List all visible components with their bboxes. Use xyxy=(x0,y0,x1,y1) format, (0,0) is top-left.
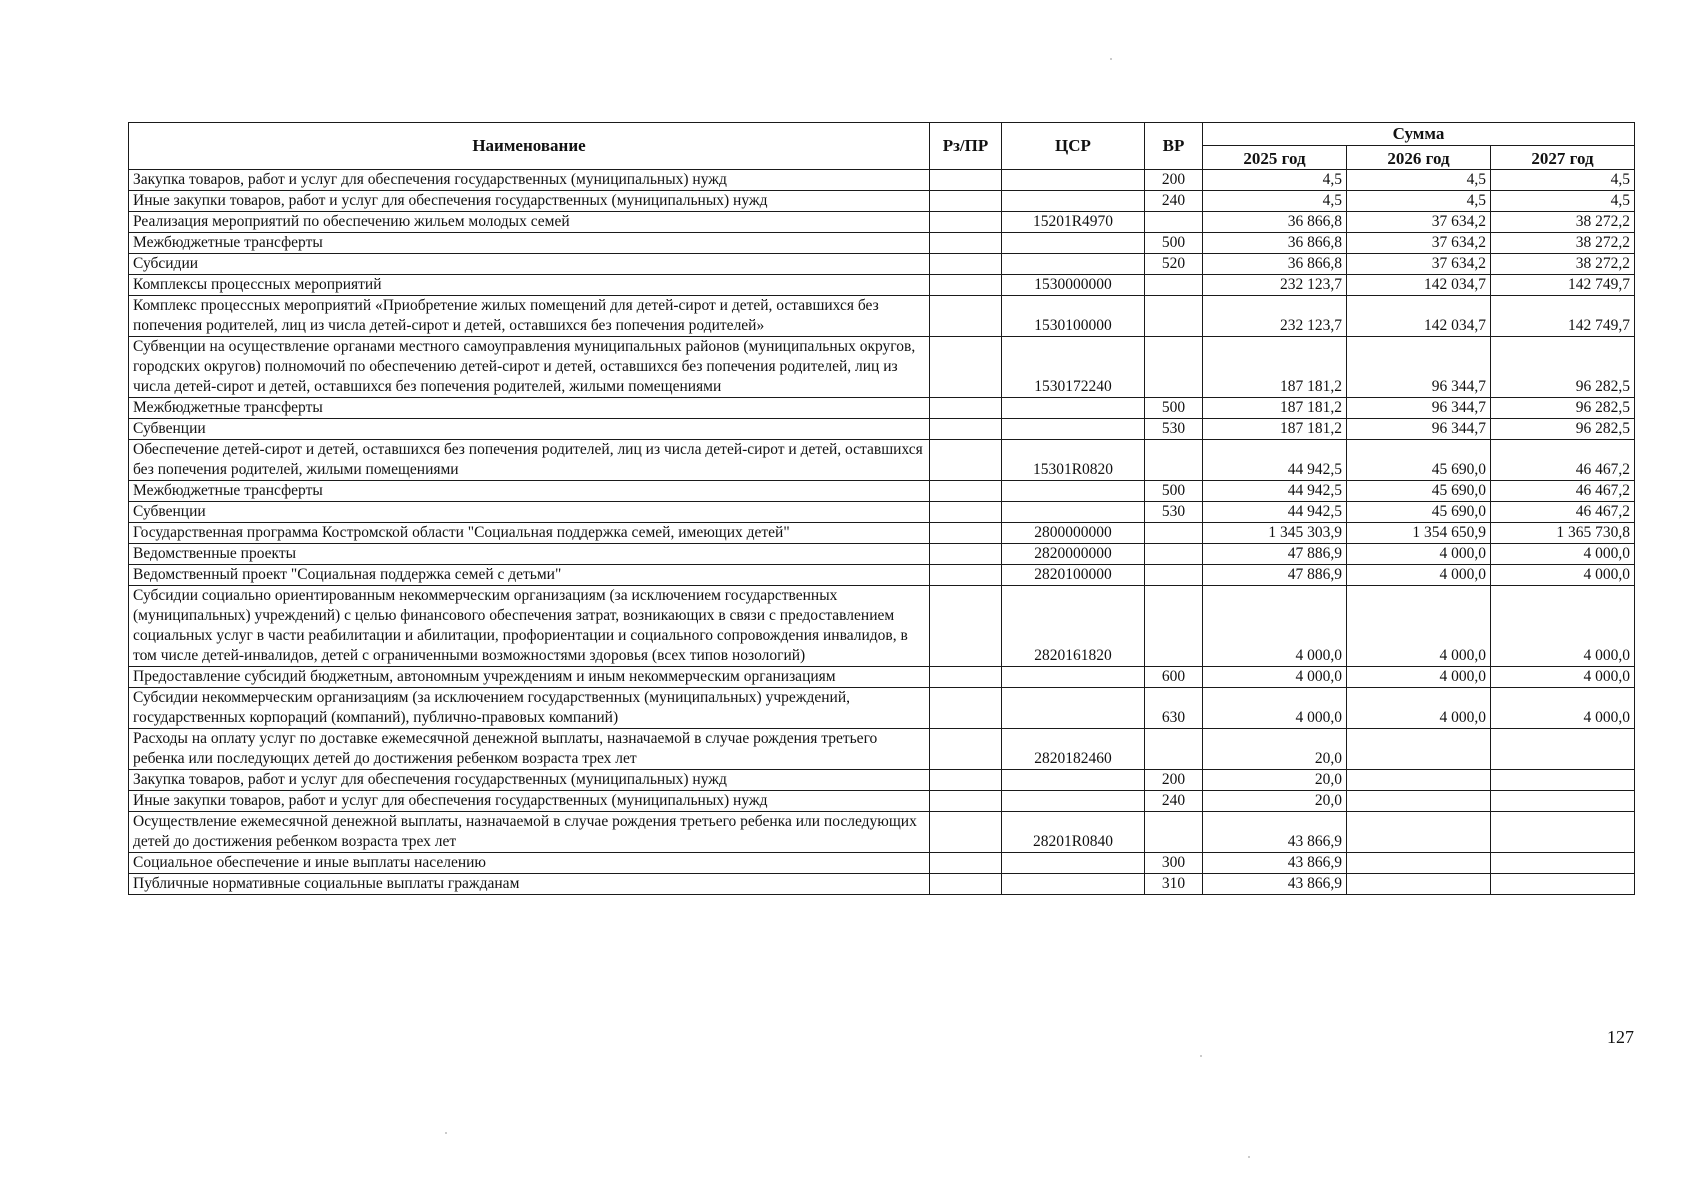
cell-2027: 46 467,2 xyxy=(1491,440,1635,481)
cell-name: Расходы на оплату услуг по доставке ежемесячной денежной выплаты, назначаемой в случае рождения третьего ребенка или последующих детей до достижения ребенком возраста трех лет xyxy=(129,729,930,770)
cell-csr xyxy=(1002,502,1145,523)
cell-2026: 142 034,7 xyxy=(1347,296,1491,337)
cell-2025: 44 942,5 xyxy=(1203,440,1347,481)
cell-rzpr xyxy=(930,191,1002,212)
cell-2026 xyxy=(1347,770,1491,791)
cell-2025: 36 866,8 xyxy=(1203,254,1347,275)
table-row xyxy=(129,853,1635,874)
table-row xyxy=(129,337,1635,398)
cell-2026: 45 690,0 xyxy=(1347,440,1491,481)
cell-vr: 530 xyxy=(1145,502,1203,523)
cell-rzpr xyxy=(930,812,1002,853)
cell-name: Субсидии некоммерческим организациям (за исключением государственных (муниципальных) учреждений, государственных корпораций (компаний), публично-правовых компаний) xyxy=(129,688,930,729)
cell-rzpr xyxy=(930,254,1002,275)
cell-csr xyxy=(1002,419,1145,440)
cell-2026: 37 634,2 xyxy=(1347,254,1491,275)
header-year-2026: 2026 год xyxy=(1347,146,1491,170)
table-row xyxy=(129,170,1635,191)
cell-vr: 530 xyxy=(1145,419,1203,440)
cell-vr: 240 xyxy=(1145,191,1203,212)
cell-name: Закупка товаров, работ и услуг для обеспечения государственных (муниципальных) нужд xyxy=(129,170,930,191)
cell-rzpr xyxy=(930,296,1002,337)
cell-name: Осуществление ежемесячной денежной выплаты, назначаемой в случае рождения третьего ребенка или последующих детей до достижения ребенком возраста трех лет xyxy=(129,812,930,853)
header-name: Наименование xyxy=(129,123,930,170)
header-year-2027: 2027 год xyxy=(1491,146,1635,170)
cell-csr xyxy=(1002,254,1145,275)
cell-2026: 4 000,0 xyxy=(1347,688,1491,729)
table-row xyxy=(129,440,1635,481)
cell-csr xyxy=(1002,770,1145,791)
cell-2025: 20,0 xyxy=(1203,729,1347,770)
cell-name: Иные закупки товаров, работ и услуг для обеспечения государственных (муниципальных) нужд xyxy=(129,791,930,812)
cell-2027: 142 749,7 xyxy=(1491,296,1635,337)
cell-2025: 43 866,9 xyxy=(1203,874,1347,895)
cell-csr: 28201R0840 xyxy=(1002,812,1145,853)
table-row xyxy=(129,191,1635,212)
cell-name: Комплекс процессных мероприятий «Приобретение жилых помещений для детей-сирот и детей, оставшихся без попечения родителей, лиц из числа детей-сирот и детей, оставшихся без попечения родителей» xyxy=(129,296,930,337)
cell-2027: 38 272,2 xyxy=(1491,233,1635,254)
cell-vr xyxy=(1145,565,1203,586)
cell-vr xyxy=(1145,729,1203,770)
cell-rzpr xyxy=(930,667,1002,688)
cell-2026: 37 634,2 xyxy=(1347,233,1491,254)
cell-2027 xyxy=(1491,853,1635,874)
cell-vr: 520 xyxy=(1145,254,1203,275)
table-row xyxy=(129,667,1635,688)
table-row xyxy=(129,275,1635,296)
cell-2026: 37 634,2 xyxy=(1347,212,1491,233)
cell-vr: 630 xyxy=(1145,688,1203,729)
cell-rzpr xyxy=(930,791,1002,812)
cell-csr: 2820100000 xyxy=(1002,565,1145,586)
cell-rzpr xyxy=(930,565,1002,586)
table-row xyxy=(129,688,1635,729)
cell-rzpr xyxy=(930,688,1002,729)
cell-2026: 96 344,7 xyxy=(1347,419,1491,440)
cell-2027: 46 467,2 xyxy=(1491,502,1635,523)
cell-rzpr xyxy=(930,481,1002,502)
cell-rzpr xyxy=(930,770,1002,791)
cell-vr xyxy=(1145,812,1203,853)
cell-csr xyxy=(1002,191,1145,212)
cell-2027: 4 000,0 xyxy=(1491,667,1635,688)
cell-name: Комплексы процессных мероприятий xyxy=(129,275,930,296)
cell-2026 xyxy=(1347,812,1491,853)
cell-vr xyxy=(1145,296,1203,337)
cell-2025: 232 123,7 xyxy=(1203,296,1347,337)
cell-2027: 142 749,7 xyxy=(1491,275,1635,296)
budget-table xyxy=(128,122,1635,895)
cell-name: Публичные нормативные социальные выплаты гражданам xyxy=(129,874,930,895)
table-row xyxy=(129,398,1635,419)
cell-2027: 4,5 xyxy=(1491,191,1635,212)
cell-2026: 4 000,0 xyxy=(1347,544,1491,565)
cell-csr: 2820000000 xyxy=(1002,544,1145,565)
cell-name: Межбюджетные трансферты xyxy=(129,481,930,502)
cell-csr: 15201R4970 xyxy=(1002,212,1145,233)
table-row xyxy=(129,729,1635,770)
table-row xyxy=(129,233,1635,254)
cell-2025: 4 000,0 xyxy=(1203,667,1347,688)
cell-name: Иные закупки товаров, работ и услуг для обеспечения государственных (муниципальных) нужд xyxy=(129,191,930,212)
cell-vr xyxy=(1145,586,1203,667)
cell-2027: 96 282,5 xyxy=(1491,337,1635,398)
cell-2025: 36 866,8 xyxy=(1203,212,1347,233)
cell-name: Субвенции xyxy=(129,502,930,523)
cell-2025: 36 866,8 xyxy=(1203,233,1347,254)
cell-2027: 4 000,0 xyxy=(1491,586,1635,667)
scan-speck xyxy=(1200,1055,1202,1057)
table-body xyxy=(129,170,1635,895)
cell-2027 xyxy=(1491,874,1635,895)
cell-2027: 46 467,2 xyxy=(1491,481,1635,502)
table-row xyxy=(129,502,1635,523)
cell-2027: 1 365 730,8 xyxy=(1491,523,1635,544)
cell-2027: 4,5 xyxy=(1491,170,1635,191)
cell-2026: 1 354 650,9 xyxy=(1347,523,1491,544)
cell-rzpr xyxy=(930,170,1002,191)
cell-2025: 187 181,2 xyxy=(1203,337,1347,398)
cell-vr: 310 xyxy=(1145,874,1203,895)
cell-name: Закупка товаров, работ и услуг для обеспечения государственных (муниципальных) нужд xyxy=(129,770,930,791)
cell-name: Предоставление субсидий бюджетным, автономным учреждениям и иным некоммерческим организациям xyxy=(129,667,930,688)
cell-2025: 187 181,2 xyxy=(1203,419,1347,440)
cell-rzpr xyxy=(930,502,1002,523)
cell-rzpr xyxy=(930,729,1002,770)
cell-2026 xyxy=(1347,874,1491,895)
cell-2026: 96 344,7 xyxy=(1347,337,1491,398)
cell-2027 xyxy=(1491,812,1635,853)
cell-name: Государственная программа Костромской области "Социальная поддержка семей, имеющих детей" xyxy=(129,523,930,544)
scan-speck xyxy=(1110,58,1112,60)
cell-vr xyxy=(1145,337,1203,398)
cell-2027: 4 000,0 xyxy=(1491,688,1635,729)
cell-csr xyxy=(1002,481,1145,502)
cell-2025: 44 942,5 xyxy=(1203,481,1347,502)
cell-name: Субвенции xyxy=(129,419,930,440)
page-number: 127 xyxy=(1607,1027,1634,1047)
cell-2026: 4 000,0 xyxy=(1347,586,1491,667)
cell-2025: 4 000,0 xyxy=(1203,586,1347,667)
cell-2025: 4,5 xyxy=(1203,170,1347,191)
cell-2025: 20,0 xyxy=(1203,770,1347,791)
cell-vr xyxy=(1145,523,1203,544)
cell-2027 xyxy=(1491,770,1635,791)
cell-rzpr xyxy=(930,275,1002,296)
cell-name: Ведомственный проект "Социальная поддержка семей с детьми" xyxy=(129,565,930,586)
cell-name: Субсидии социально ориентированным некоммерческим организациям (за исключением государственных (муниципальных) учреждений) с целью финансового обеспечения затрат, возникающих в связи с предоставлением социальных услуг в части реабилитации и абилитации, профориентации и социального сопровождения инвалидов, в том числе детей-инвалидов, детей с ограниченными возможностями здоровья (всех типов нозологий) xyxy=(129,586,930,667)
cell-name: Ведомственные проекты xyxy=(129,544,930,565)
cell-vr: 500 xyxy=(1145,398,1203,419)
cell-csr: 2820182460 xyxy=(1002,729,1145,770)
table-row xyxy=(129,812,1635,853)
cell-2027 xyxy=(1491,729,1635,770)
table-row xyxy=(129,481,1635,502)
cell-rzpr xyxy=(930,212,1002,233)
header-sum: Сумма xyxy=(1203,123,1635,146)
cell-2025: 4,5 xyxy=(1203,191,1347,212)
cell-2025: 47 886,9 xyxy=(1203,565,1347,586)
cell-name: Субвенции на осуществление органами местного самоуправления муниципальных районов (муниципальных округов, городских округов) полномочий по обеспечению детей-сирот и детей, оставшихся без попечения родителей, лиц из числа детей-сирот и детей, оставшихся без попечения родителей, жилыми помещениями xyxy=(129,337,930,398)
cell-vr: 300 xyxy=(1145,853,1203,874)
cell-2025: 4 000,0 xyxy=(1203,688,1347,729)
table-row xyxy=(129,565,1635,586)
cell-rzpr xyxy=(930,874,1002,895)
cell-csr xyxy=(1002,791,1145,812)
header-csr: ЦСР xyxy=(1002,123,1145,170)
table-row xyxy=(129,296,1635,337)
table-row xyxy=(129,770,1635,791)
cell-vr: 600 xyxy=(1145,667,1203,688)
cell-2026: 96 344,7 xyxy=(1347,398,1491,419)
cell-vr: 200 xyxy=(1145,170,1203,191)
cell-csr xyxy=(1002,688,1145,729)
cell-rzpr xyxy=(930,419,1002,440)
cell-2027: 96 282,5 xyxy=(1491,398,1635,419)
cell-vr xyxy=(1145,275,1203,296)
cell-2027: 96 282,5 xyxy=(1491,419,1635,440)
cell-csr xyxy=(1002,874,1145,895)
cell-csr xyxy=(1002,853,1145,874)
cell-rzpr xyxy=(930,523,1002,544)
cell-csr: 1530100000 xyxy=(1002,296,1145,337)
cell-vr: 200 xyxy=(1145,770,1203,791)
cell-csr: 15301R0820 xyxy=(1002,440,1145,481)
cell-csr: 1530172240 xyxy=(1002,337,1145,398)
cell-2026: 45 690,0 xyxy=(1347,502,1491,523)
cell-name: Межбюджетные трансферты xyxy=(129,233,930,254)
cell-2026: 142 034,7 xyxy=(1347,275,1491,296)
cell-vr xyxy=(1145,440,1203,481)
cell-2026: 4,5 xyxy=(1347,191,1491,212)
cell-rzpr xyxy=(930,586,1002,667)
scan-speck xyxy=(445,1132,447,1134)
table-row xyxy=(129,212,1635,233)
cell-2026: 4,5 xyxy=(1347,170,1491,191)
cell-rzpr xyxy=(930,544,1002,565)
header-vr: ВР xyxy=(1145,123,1203,170)
cell-2025: 43 866,9 xyxy=(1203,812,1347,853)
cell-2026 xyxy=(1347,853,1491,874)
table-row xyxy=(129,544,1635,565)
cell-2026 xyxy=(1347,791,1491,812)
cell-csr: 1530000000 xyxy=(1002,275,1145,296)
table-row xyxy=(129,254,1635,275)
cell-2025: 1 345 303,9 xyxy=(1203,523,1347,544)
cell-csr xyxy=(1002,233,1145,254)
cell-2025: 20,0 xyxy=(1203,791,1347,812)
cell-rzpr xyxy=(930,440,1002,481)
cell-name: Субсидии xyxy=(129,254,930,275)
cell-2025: 43 866,9 xyxy=(1203,853,1347,874)
cell-2026 xyxy=(1347,729,1491,770)
cell-vr: 500 xyxy=(1145,481,1203,502)
cell-csr xyxy=(1002,667,1145,688)
cell-name: Социальное обеспечение и иные выплаты населению xyxy=(129,853,930,874)
cell-2027: 38 272,2 xyxy=(1491,212,1635,233)
cell-csr xyxy=(1002,170,1145,191)
cell-name: Межбюджетные трансферты xyxy=(129,398,930,419)
cell-name: Реализация мероприятий по обеспечению жильем молодых семей xyxy=(129,212,930,233)
table-row xyxy=(129,419,1635,440)
cell-csr xyxy=(1002,398,1145,419)
cell-2027: 4 000,0 xyxy=(1491,544,1635,565)
table-row xyxy=(129,791,1635,812)
cell-rzpr xyxy=(930,853,1002,874)
cell-csr: 2800000000 xyxy=(1002,523,1145,544)
cell-2025: 232 123,7 xyxy=(1203,275,1347,296)
cell-rzpr xyxy=(930,337,1002,398)
cell-2027: 38 272,2 xyxy=(1491,254,1635,275)
table-row xyxy=(129,586,1635,667)
table-row xyxy=(129,874,1635,895)
cell-vr xyxy=(1145,212,1203,233)
cell-rzpr xyxy=(930,398,1002,419)
cell-2026: 45 690,0 xyxy=(1347,481,1491,502)
cell-2025: 47 886,9 xyxy=(1203,544,1347,565)
cell-csr: 2820161820 xyxy=(1002,586,1145,667)
header-year-2025: 2025 год xyxy=(1203,146,1347,170)
cell-vr: 500 xyxy=(1145,233,1203,254)
table-header xyxy=(129,123,1635,170)
cell-vr xyxy=(1145,544,1203,565)
table-row xyxy=(129,523,1635,544)
cell-name: Обеспечение детей-сирот и детей, оставшихся без попечения родителей, лиц из числа детей-сирот и детей, оставшихся без попечения родителей, жилыми помещениями xyxy=(129,440,930,481)
cell-2027 xyxy=(1491,791,1635,812)
scan-speck xyxy=(1248,1156,1250,1158)
header-rzpr: Рз/ПР xyxy=(930,123,1002,170)
cell-2026: 4 000,0 xyxy=(1347,565,1491,586)
cell-vr: 240 xyxy=(1145,791,1203,812)
cell-2027: 4 000,0 xyxy=(1491,565,1635,586)
cell-2025: 187 181,2 xyxy=(1203,398,1347,419)
cell-rzpr xyxy=(930,233,1002,254)
cell-2025: 44 942,5 xyxy=(1203,502,1347,523)
cell-2026: 4 000,0 xyxy=(1347,667,1491,688)
